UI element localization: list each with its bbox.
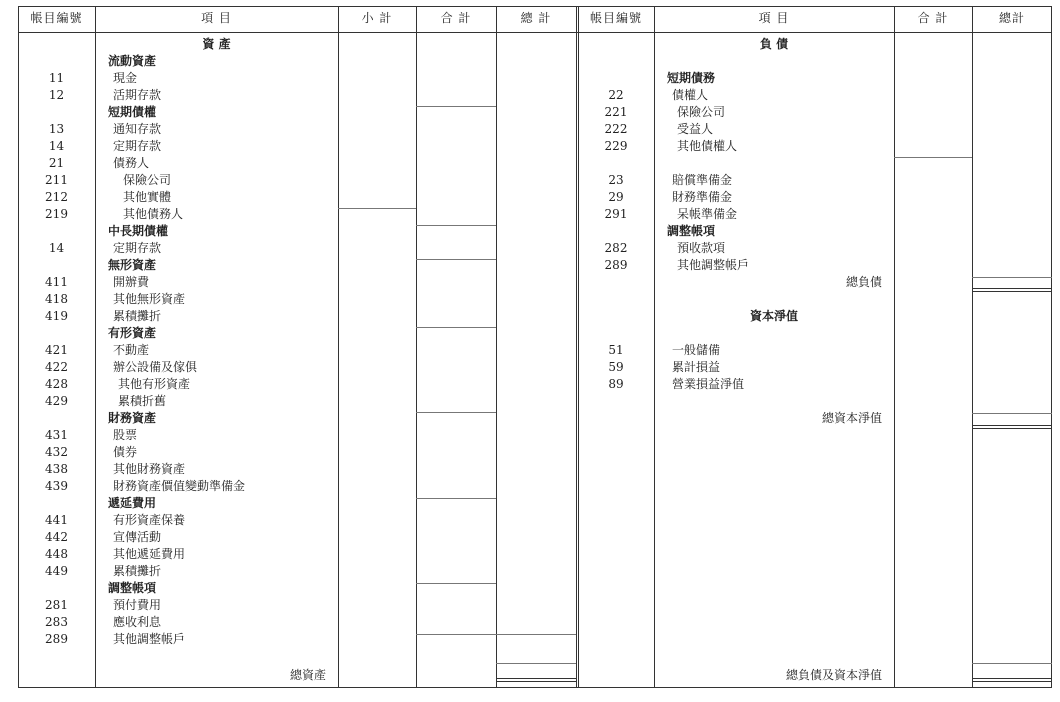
- total-rule: [416, 412, 496, 413]
- col-divider: [654, 6, 655, 688]
- double-underline: [972, 681, 1052, 682]
- group-heading: 調整帳項: [667, 224, 716, 238]
- account-name: 宣傳活動: [113, 530, 162, 544]
- account-name: 保險公司: [677, 105, 726, 119]
- double-underline: [972, 425, 1052, 426]
- account-code: 291: [604, 207, 628, 221]
- account-code: 289: [604, 258, 628, 272]
- account-code: 411: [45, 275, 68, 289]
- subtotal-rule: [338, 208, 416, 209]
- account-name: 累積攤折: [113, 309, 162, 323]
- account-name: 其他債權人: [677, 139, 738, 153]
- account-code: 211: [45, 173, 68, 187]
- account-code: 442: [45, 530, 68, 544]
- account-code: 439: [45, 479, 68, 493]
- account-code: 29: [608, 190, 624, 204]
- account-code: 21: [48, 156, 65, 170]
- group-heading: 遞延費用: [108, 496, 157, 510]
- account-name: 現金: [113, 71, 138, 85]
- group-heading: 有形資產: [108, 326, 157, 340]
- account-name: 賠償準備金: [672, 173, 733, 187]
- account-name: 預付費用: [113, 598, 162, 612]
- account-code: 428: [45, 377, 68, 391]
- subtotal-label: 總負債: [845, 275, 882, 289]
- left-header-code: 帳目編號: [30, 11, 83, 25]
- account-name: 預收款項: [677, 241, 726, 255]
- total-rule: [416, 498, 496, 499]
- account-code: 22: [608, 88, 624, 102]
- account-code: 212: [45, 190, 68, 204]
- double-underline: [496, 681, 576, 682]
- account-name: 定期存款: [113, 241, 162, 255]
- account-code: 281: [45, 598, 68, 612]
- account-name: 定期存款: [113, 139, 162, 153]
- account-name: 債券: [113, 445, 138, 459]
- section-title: 資 產: [202, 37, 231, 51]
- grand-total-rule: [496, 634, 576, 635]
- account-code: 221: [604, 105, 628, 119]
- account-code: 219: [45, 207, 68, 221]
- col-divider: [894, 6, 895, 688]
- left-header-item: 項 目: [201, 11, 232, 25]
- account-name: 活期存款: [113, 88, 162, 102]
- account-code: 283: [45, 615, 68, 629]
- account-code: 14: [48, 139, 65, 153]
- group-heading: 財務資產: [108, 411, 157, 425]
- account-code: 419: [45, 309, 68, 323]
- left-header-total: 合 計: [440, 11, 472, 25]
- grand-total-rule: [972, 413, 1052, 414]
- account-code: 282: [604, 241, 628, 255]
- total-rule: [416, 634, 496, 635]
- account-code: 441: [45, 513, 68, 527]
- col-divider: [496, 6, 497, 688]
- account-code: 14: [48, 241, 65, 255]
- account-name: 股票: [113, 428, 138, 442]
- account-name: 其他有形資產: [118, 377, 191, 391]
- account-name: 其他調整帳戶: [677, 258, 750, 272]
- account-code: 229: [604, 139, 628, 153]
- right-header-grand-total: 總計: [998, 11, 1025, 25]
- group-heading: 無形資產: [108, 258, 157, 272]
- total-rule: [416, 327, 496, 328]
- account-code: 422: [45, 360, 68, 374]
- left-header-subtotal: 小 計: [361, 11, 393, 25]
- account-name: 債務人: [113, 156, 150, 170]
- account-code: 421: [45, 343, 68, 357]
- total-assets-label: 總資產: [289, 668, 326, 682]
- section-title: 負 債: [759, 37, 789, 51]
- account-name: 其他無形資產: [113, 292, 186, 306]
- account-name: 開辦費: [113, 275, 150, 289]
- total-rule: [416, 259, 496, 260]
- group-heading: 短期債權: [108, 105, 157, 119]
- account-name: 一般儲備: [672, 343, 721, 357]
- subtotal-label: 總資本淨值: [821, 411, 882, 425]
- account-code: 432: [45, 445, 68, 459]
- col-divider: [416, 6, 417, 688]
- account-name: 其他遞延費用: [113, 547, 186, 561]
- account-name: 其他財務資產: [113, 462, 186, 476]
- account-code: 51: [608, 343, 624, 357]
- double-underline: [972, 678, 1052, 679]
- col-divider: [95, 6, 96, 688]
- account-name: 其他調整帳戶: [113, 632, 186, 646]
- account-name: 有形資產保養: [113, 513, 186, 527]
- account-code: 11: [48, 71, 65, 85]
- account-name: 累積攤折: [113, 564, 162, 578]
- total-rule: [416, 225, 496, 226]
- account-code: 12: [48, 88, 65, 102]
- double-underline: [972, 428, 1052, 429]
- account-name: 受益人: [677, 122, 714, 136]
- account-name: 財務資產價值變動準備金: [113, 479, 246, 493]
- header-rule: [18, 32, 1052, 33]
- account-code: 23: [608, 173, 624, 187]
- total-rule: [416, 583, 496, 584]
- account-code: 59: [608, 360, 624, 374]
- account-name: 財務準備金: [672, 190, 733, 204]
- grand-total-rule: [972, 663, 1052, 664]
- account-name: 累積折舊: [118, 394, 167, 408]
- account-name: 保險公司: [123, 173, 172, 187]
- group-heading: 調整帳項: [108, 581, 157, 595]
- account-code: 289: [45, 632, 68, 646]
- left-header-grand-total: 總 計: [520, 11, 552, 25]
- account-code: 89: [608, 377, 624, 391]
- right-header-item: 項 目: [758, 11, 790, 25]
- double-underline: [496, 678, 576, 679]
- total-liabilities-and-equity-label: 總負債及資本淨值: [785, 668, 882, 682]
- account-code: 449: [45, 564, 68, 578]
- account-code: 431: [45, 428, 68, 442]
- account-name: 辦公設備及傢俱: [113, 360, 198, 374]
- col-divider: [338, 6, 339, 688]
- account-name: 應收利息: [113, 615, 162, 629]
- account-code: 438: [45, 462, 68, 476]
- account-code: 222: [604, 122, 628, 136]
- group-heading: 流動資產: [108, 54, 157, 68]
- right-header-code: 帳目編號: [589, 11, 642, 25]
- group-heading: 中長期債權: [108, 224, 169, 238]
- account-name: 其他實體: [123, 190, 172, 204]
- account-name: 累計損益: [672, 360, 721, 374]
- double-underline: [972, 291, 1052, 292]
- account-code: 418: [45, 292, 68, 306]
- account-code: 448: [45, 547, 68, 561]
- grand-total-rule: [972, 277, 1052, 278]
- account-code: 13: [48, 122, 65, 136]
- grand-total-rule: [496, 663, 576, 664]
- total-rule: [416, 106, 496, 107]
- sheet-frame: [18, 6, 1052, 688]
- account-name: 不動產: [113, 343, 150, 357]
- account-name: 呆帳準備金: [677, 207, 738, 221]
- account-name: 債權人: [672, 88, 709, 102]
- section-title: 資本淨值: [749, 309, 798, 323]
- double-underline: [972, 288, 1052, 289]
- col-divider: [576, 6, 577, 688]
- account-name: 其他債務人: [123, 207, 184, 221]
- group-heading: 短期債務: [667, 71, 716, 85]
- total-rule: [894, 157, 972, 158]
- account-name: 通知存款: [113, 122, 162, 136]
- account-code: 429: [45, 394, 68, 408]
- account-name: 營業損益淨值: [672, 377, 745, 391]
- col-divider: [972, 6, 973, 688]
- right-header-total: 合 計: [917, 11, 949, 25]
